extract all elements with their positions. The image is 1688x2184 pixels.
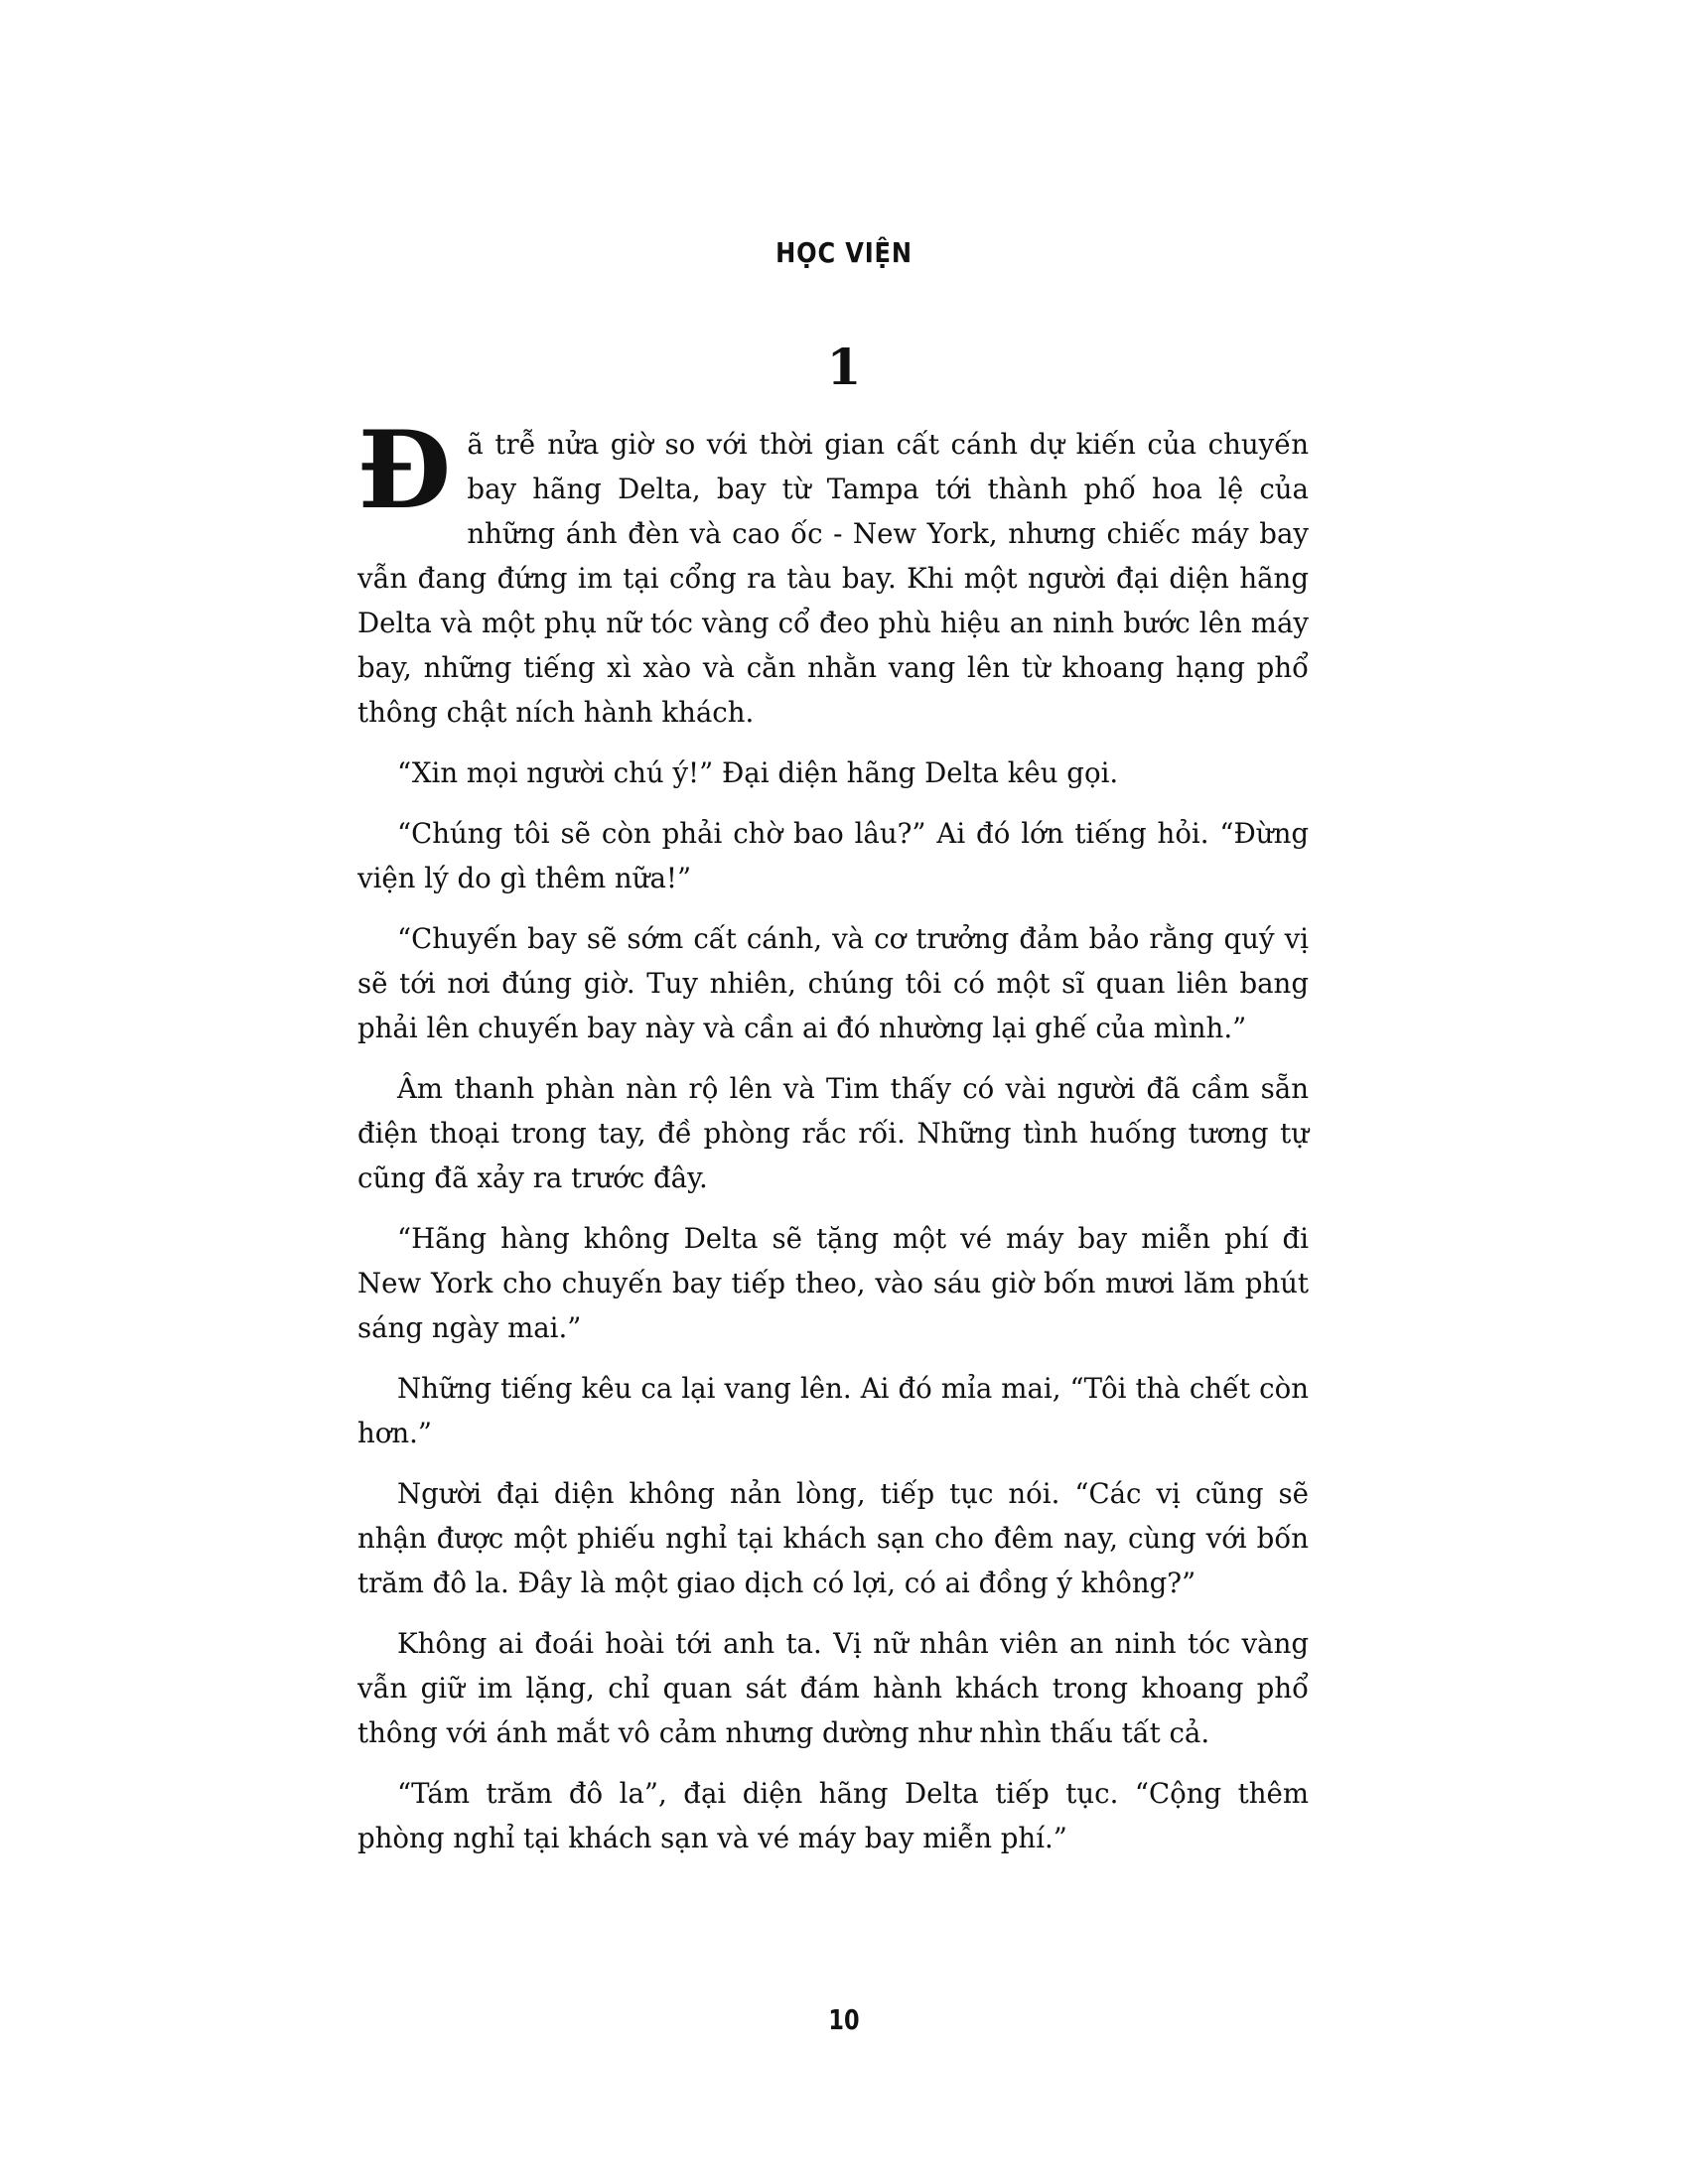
chapter-number: 1 (826, 338, 862, 396)
running-head: HỌC VIỆN (775, 236, 913, 269)
drop-cap: Đ (357, 408, 452, 533)
paragraph: Người đại diện không nản lòng, tiếp tục nói. “Các vị cũng sẽ nhận được một phiếu nghỉ tại khách sạn cho đêm nay, cùng với bốn trăm đô la. Đây là một giao dịch có lợi, có ai đồng ý không?” (357, 1477, 1309, 1599)
page-number: 10 (828, 2003, 860, 2036)
paragraph: “Tám trăm đô la”, đại diện hãng Delta tiếp tục. “Cộng thêm phòng nghỉ tại khách sạn và vé máy bay miễn phí.” (357, 1777, 1309, 1854)
paragraph: “Chuyến bay sẽ sớm cất cánh, và cơ trưởng đảm bảo rằng quý vị sẽ tới nơi đúng giờ. Tuy nhiên, chúng tôi có một sĩ quan liên bang phải lên chuyến bay này và cần ai đó nhường lại ghế của mình.” (357, 922, 1309, 1044)
paragraph-text: ã trễ nửa giờ so với thời gian cất cánh dự kiến của chuyến bay hãng Delta, bay từ Tampa tới thành phố hoa lệ của những ánh đèn và cao ốc - New York, nhưng chiếc máy bay vẫn đang đứng im tại cổng ra tàu bay. Khi một người đại diện hãng Delta và một phụ nữ tóc vàng cổ đeo phù hiệu an ninh bước lên máy bay, những tiếng xì xào và cằn nhằn vang lên từ khoang hạng phổ thông chật ních hành khách. (357, 428, 1309, 729)
paragraph (357, 408, 1309, 735)
paragraph: Những tiếng kêu ca lại vang lên. Ai đó mỉa mai, “Tôi thà chết còn hơn.” (357, 1372, 1309, 1449)
paragraph: “Xin mọi người chú ý!” Đại diện hãng Delta kêu gọi. (397, 756, 1119, 789)
chapter-body (357, 408, 1309, 1876)
paragraph: “Chúng tôi sẽ còn phải chờ bao lâu?” Ai đó lớn tiếng hỏi. “Đừng viện lý do gì thêm nữa!” (357, 817, 1309, 894)
paragraph: “Hãng hàng không Delta sẽ tặng một vé máy bay miễn phí đi New York cho chuyến bay tiếp theo, vào sáu giờ bốn mươi lăm phút sáng ngày mai.” (357, 1222, 1309, 1344)
paragraph: Âm thanh phàn nàn rộ lên và Tim thấy có vài người đã cầm sẵn điện thoại trong tay, đề phòng rắc rối. Những tình huống tương tự cũng đã xảy ra trước đây. (357, 1072, 1309, 1194)
paragraph: Không ai đoái hoài tới anh ta. Vị nữ nhân viên an ninh tóc vàng vẫn giữ im lặng, chỉ quan sát đám hành khách trong khoang phổ thông với ánh mắt vô cảm nhưng dường như nhìn thấu tất cả. (357, 1627, 1309, 1749)
